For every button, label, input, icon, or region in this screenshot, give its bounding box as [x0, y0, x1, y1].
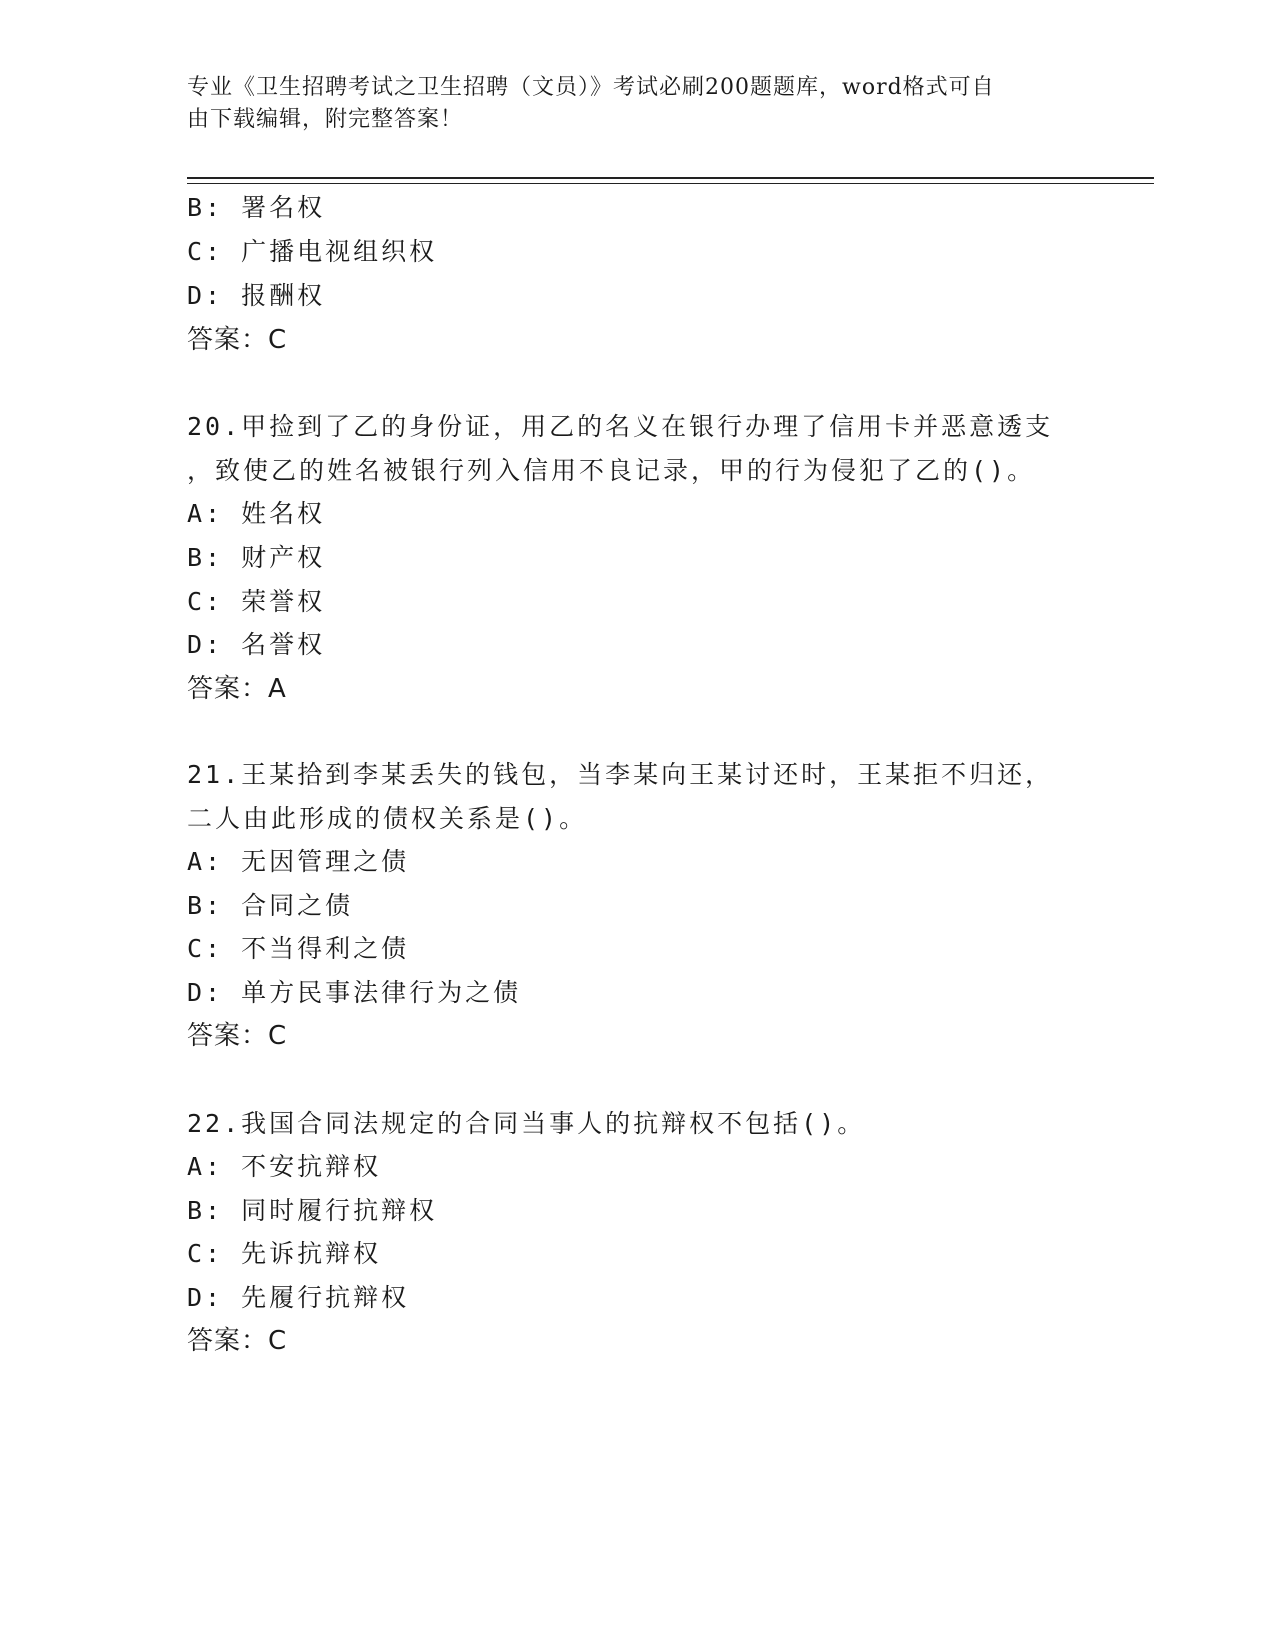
q21-option-b: B: 合同之债 — [187, 891, 354, 920]
q20-option-a: A: 姓名权 — [187, 499, 326, 528]
q22-option-b: B: 同时履行抗辩权 — [187, 1196, 438, 1225]
header-rule-thin — [187, 183, 1154, 184]
q20-stem-line-1: 20.甲捡到了乙的身份证，用乙的名义在银行办理了信用卡并恶意透支 — [187, 412, 1054, 441]
q20-answer: 答案：A — [187, 674, 287, 704]
q20-stem-line-2: ，致使乙的姓名被银行列入信用不良记录，甲的行为侵犯了乙的()。 — [187, 456, 1036, 485]
q20-option-c: C: 荣誉权 — [187, 587, 326, 616]
q19-option-b: B: 署名权 — [187, 193, 326, 222]
q22-option-d: D: 先履行抗辩权 — [187, 1283, 410, 1312]
q22-stem-line-1: 22.我国合同法规定的合同当事人的抗辩权不包括()。 — [187, 1109, 866, 1138]
q20-option-b: B: 财产权 — [187, 543, 326, 572]
header-line-1: 专业《卫生招聘考试之卫生招聘（文员）》考试必刷200题题库，word格式可自 — [187, 75, 995, 100]
document-header — [187, 72, 1067, 136]
q21-answer: 答案：C — [187, 1021, 288, 1051]
q19-option-d: D: 报酬权 — [187, 281, 326, 310]
q21-stem-line-2: 二人由此形成的债权关系是()。 — [187, 804, 588, 833]
header-line-2: 由下载编辑，附完整答案！ — [187, 107, 464, 132]
q22-option-c: C: 先诉抗辩权 — [187, 1239, 382, 1268]
q19-answer: 答案：C — [187, 325, 288, 355]
q22-option-a: A: 不安抗辩权 — [187, 1152, 382, 1181]
q21-option-a: A: 无因管理之债 — [187, 847, 410, 876]
q21-stem-line-1: 21.王某拾到李某丢失的钱包，当李某向王某讨还时，王某拒不归还， — [187, 760, 1054, 789]
q20-option-d: D: 名誉权 — [187, 630, 326, 659]
header-rule-thick — [187, 177, 1154, 179]
q21-option-c: C: 不当得利之债 — [187, 934, 410, 963]
q22-answer: 答案：C — [187, 1326, 288, 1356]
q19-option-c: C: 广播电视组织权 — [187, 237, 438, 266]
q21-option-d: D: 单方民事法律行为之债 — [187, 978, 522, 1007]
